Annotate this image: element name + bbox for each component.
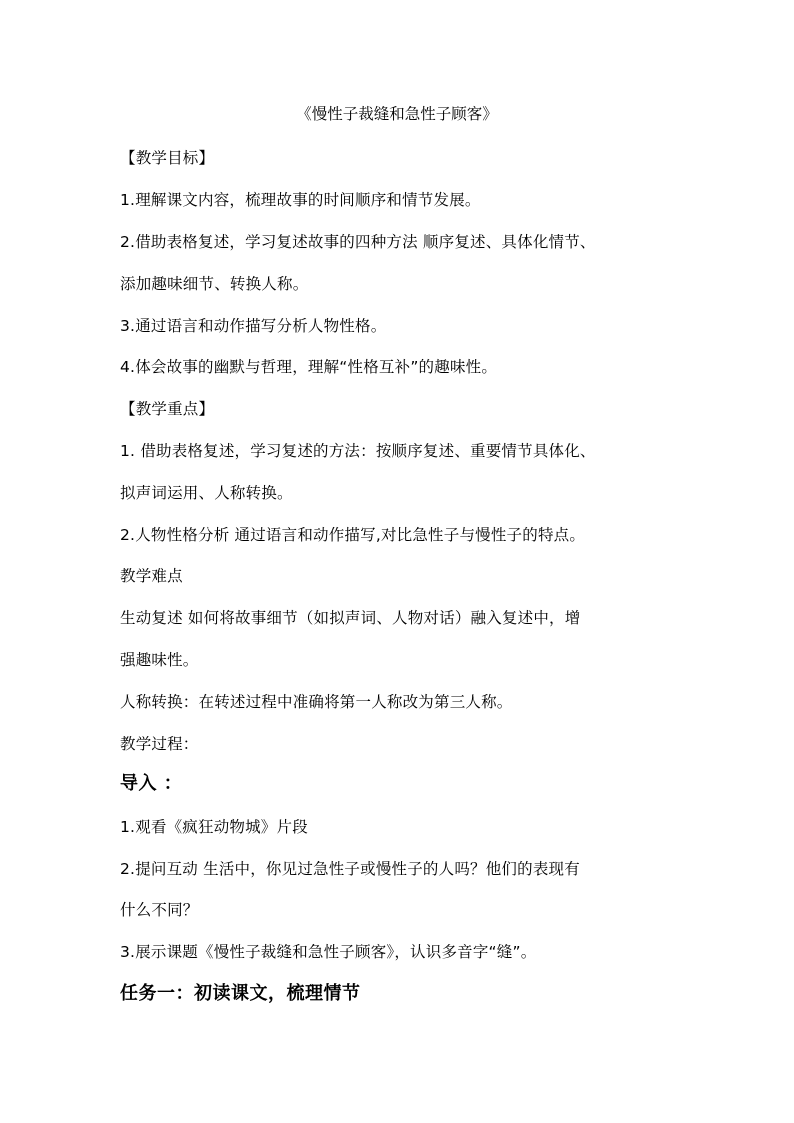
intro-item-continuation: 什么不同？	[120, 901, 199, 919]
difficult-point-item-continuation: 强趣味性。	[120, 651, 199, 669]
intro-item: 3.展示课题《慢性子裁缝和急性子顾客》，认识多音字“缝”。	[120, 943, 537, 961]
intro-heading: 导入 ：	[120, 773, 183, 794]
goal-item: 1.理解课文内容，梳理故事的时间顺序和情节发展。	[120, 191, 481, 209]
goal-item: 2.借助表格复述，学习复述故事的四种方法 顺序复述、具体化情节、	[120, 233, 596, 251]
key-point-item: 1. 借助表格复述，学习复述的方法：按顺序复述、重要情节具体化、	[120, 442, 596, 460]
task1-heading: 任务一：初读课文，梳理情节	[120, 983, 361, 1004]
goal-item: 4.体会故事的幽默与哲理，理解“性格互补”的趣味性。	[120, 358, 498, 376]
section-heading-key-points: 【教学重点】	[120, 400, 215, 418]
difficult-point-item: 人称转换：在转述过程中准确将第一人称改为第三人称。	[120, 693, 513, 711]
section-heading-difficult-points: 教学难点	[120, 567, 183, 585]
intro-item: 1.观看《疯狂动物城》片段	[120, 818, 308, 836]
document-title: 《慢性子裁缝和急性子顾客》	[296, 105, 498, 123]
difficult-point-item: 生动复述 如何将故事细节（如拟声词、人物对话）融入复述中，增	[120, 609, 581, 627]
section-heading-process: 教学过程：	[120, 735, 199, 753]
goal-item: 3.通过语言和动作描写分析人物性格。	[120, 317, 387, 335]
section-heading-goals: 【教学目标】	[120, 149, 215, 167]
key-point-item-continuation: 拟声词运用、人称转换。	[120, 484, 293, 502]
goal-item-continuation: 添加趣味细节、转换人称。	[120, 275, 309, 293]
key-point-item: 2.人物性格分析 通过语言和动作描写,对比急性子与慢性子的特点。	[120, 526, 586, 544]
intro-item: 2.提问互动 生活中，你见过急性子或慢性子的人吗？他们的表现有	[120, 860, 580, 878]
